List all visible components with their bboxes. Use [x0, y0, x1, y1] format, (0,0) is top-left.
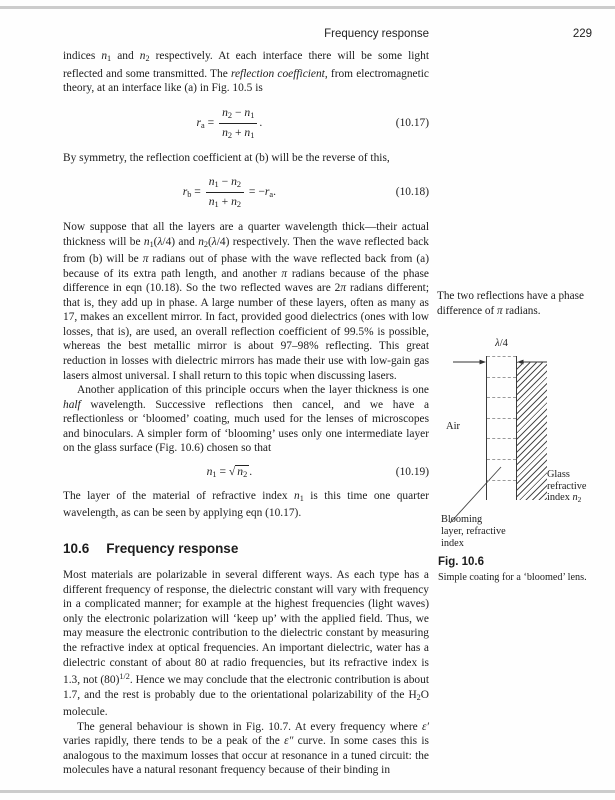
paragraph: The general behaviour is shown in Fig. 10.7. At every frequency where ε′ varies rapidly, there tends to be a peak of the ε″ curve. In some cases this is analogous to the maximum losses that occur at resonance in a tuned circuit: the molecules have a natural resonant frequency because of their binding in — [63, 720, 429, 777]
section-number: 10.6 — [63, 541, 90, 557]
paragraph: Most materials are polarizable in several different ways. As each type has a different frequency of response, the dielectric constant will vary with frequency in a complicated manner; for example at the highest frequencies (light waves) only the electronic polarization will ‘keep up’ with the applied field. Thus, we may measure the electronic contribution to the dielectric constant by measuring the refractive index at optical frequencies. An important dielectric, water has a dielectric constant of about 80 at radio frequencies, but its refractive index is 1.3, not $(80)^{1/2}$. Hence we may conclude that the electronic contribution is about 1.7, and the rest is probably due to the orientational polarizability of the H2O molecule. — [63, 569, 429, 719]
paragraph: indices n1 and n2 respectively. At each interface there will be some light reflected and some transmitted. The reflection coefficient, from electromagnetic theory, at an interface like (a) in Fig. 10.5 is — [63, 50, 429, 95]
paragraph: The layer of the material of refractive index n1 is this time one quarter wavelength, as can be seen by applying eqn (10.17). — [63, 489, 429, 520]
margin-note: The two reflections have a phase difference of π radians. — [437, 290, 584, 317]
figure-caption-text: Simple coating for a ‘bloomed’ lens. — [438, 572, 587, 583]
glass-hatch-region — [517, 362, 547, 500]
paragraph: By symmetry, the reflection coefficient at (b) will be the reverse of this, — [63, 151, 390, 164]
square-root: √ n2 — [228, 464, 248, 479]
equation-row — [63, 465, 429, 480]
paragraph: Now suppose that all the layers are a quarter wavelength thick—their actual thickness will be n1(λ/4) and n2(λ/4) respectively. Then the wave reflected back from (b) will be π radians out of phase with the wave reflected back from (a) because of its extra path length, and another π radians because of the phase difference in eqn (10.18). So the two reflected waves are 2π radians different; that is, they add up in phase. A large number of these layers, often as many as 17, makes an excellent mirror. In fact, provided good dielectrics (ones with low losses, that is), are used, an overall reflection coefficient of 99.5% is possible, whereas the best metallic mirror is about 97–98% reflecting. This great reduction in losses with dielectric mirrors has made their use with low-gain gas lasers almost universal. I shall return to this topic when discussing lasers. — [63, 220, 429, 382]
equation-label: (10.18) — [395, 186, 429, 199]
lambda-quarter-label: λ/4 — [495, 338, 508, 349]
main-text-column — [63, 49, 429, 778]
section-title: Frequency response — [106, 541, 239, 557]
running-title: Frequency response — [324, 28, 429, 40]
air-label: Air — [446, 421, 460, 432]
equation-label: (10.19) — [395, 466, 429, 479]
figure-caption-title: Fig. 10.6 — [438, 556, 485, 568]
equation-row — [63, 105, 429, 142]
equation: n1 = √ n2 . — [206, 464, 253, 479]
blooming-layer-strip — [486, 356, 517, 500]
left-arrow-icon — [453, 360, 486, 365]
scan-edge-top — [0, 6, 615, 9]
scan-edge-bottom — [0, 790, 615, 793]
equation: ra = $\frac{n2 - n1}{n2 + n1}$ . — [196, 105, 263, 140]
blooming-layer-label: Blooming layer, refractive index — [441, 514, 506, 549]
glass-label: Glass refractive index n2 — [547, 469, 587, 505]
fraction: $\frac{n1 - n2}{n1 + n2}$ — [206, 174, 244, 211]
fraction: $\frac{n2 - n1}{n2 + n1}$ — [219, 105, 257, 142]
figure-caption — [438, 556, 614, 583]
figure-10-6 — [437, 337, 597, 559]
equation-label: (10.17) — [395, 116, 429, 129]
equation-row — [63, 174, 429, 211]
equation: rb = $\frac{n1 - n2}{n1 + n2}$ = −ra. — [182, 175, 277, 210]
paragraph: Another application of this principle occurs when the layer thickness is one half wavelength. Successive reflections then cancel, and we have a reflectionless or ‘bloomed’ coating, much used for the lenses of microscopes and binoculars. A simpler form of ‘blooming’ uses only one intermediate layer on the glass surface (Fig. 10.6) chosen so that — [63, 384, 429, 455]
page-number: 229 — [572, 28, 592, 40]
section-heading — [63, 541, 429, 557]
